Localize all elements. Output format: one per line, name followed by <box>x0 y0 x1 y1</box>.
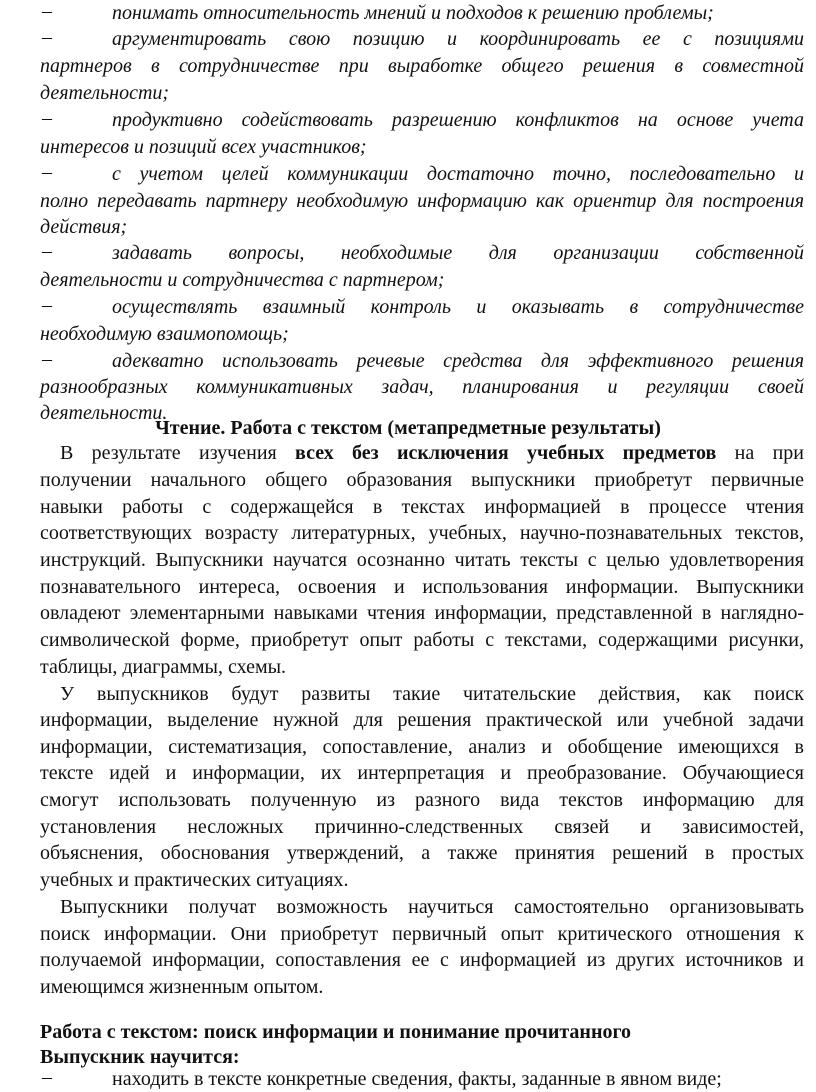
list-item-line: действия; <box>40 216 128 238</box>
section-heading: Чтение. Работа с текстом (метапредметные результаты) <box>155 417 661 439</box>
paragraph-line: смогут использовать полученную из разного вида текстов информацию для <box>40 789 804 811</box>
subheading: Работа с текстом: поиск информации и понимание прочитанного <box>40 1021 632 1043</box>
list-dash: – <box>42 240 52 262</box>
list-dash: – <box>42 294 52 316</box>
paragraph-line: тексте идей и информации, их интерпретация и преобразование. Обучающиеся <box>40 762 804 784</box>
list-item-line: партнеров в сотрудничестве при выработке общего решения в совместной <box>40 55 804 77</box>
list-item-line: деятельности и сотрудничества с партнером; <box>40 269 445 291</box>
paragraph-line: Выпускники получат возможность научиться самостоятельно организовывать <box>60 896 804 918</box>
list-item-line: деятельности; <box>40 82 170 104</box>
list-dash: – <box>42 0 52 22</box>
paragraph-line: овладеют элементарными навыками чтения информации, представленной в наглядно- <box>40 602 804 624</box>
paragraph-line: получаемой информации, сопоставления ее с информацией из других источников и <box>40 949 804 971</box>
paragraph-line: соответствующих возрасту литературных, учебных, научно-познавательных текстов, <box>40 522 804 544</box>
paragraph-line: установления несложных причинно-следственных связей и зависимостей, <box>40 816 804 838</box>
list-item-line: осуществлять взаимный контроль и оказывать в сотрудничестве <box>112 296 804 318</box>
paragraph-tail: на при <box>716 442 804 464</box>
paragraph-lead: В результате изучения <box>60 442 296 464</box>
paragraph-line: объяснения, обоснования утверждений, а также принятия решений в простых <box>40 842 804 864</box>
paragraph-line: учебных и практических ситуациях. <box>40 869 349 891</box>
list-item-line: разнообразных коммуникативных задач, планирования и регуляции своей <box>40 376 804 398</box>
paragraph-line: информации, выделение нужной для решения практической или учебной задачи <box>40 709 804 731</box>
list-item-line: полно передавать партнеру необходимую информацию как ориентир для построения <box>40 190 804 212</box>
paragraph-line: поиск информации. Они приобретут первичный опыт критического отношения к <box>40 923 804 945</box>
list-dash: – <box>42 348 52 370</box>
list-item-line: находить в тексте конкретные сведения, факты, заданные в явном виде; <box>112 1068 722 1090</box>
list-item-line: понимать относительность мнений и подходов к решению проблемы; <box>112 2 714 24</box>
list-item-line: продуктивно содействовать разрешению конфликтов на основе учета <box>112 109 804 131</box>
list-item-line: аргументировать свою позицию и координировать ее с позициями <box>112 28 804 50</box>
paragraph-line: познавательного интереса, освоения и использования информации. Выпускники <box>40 576 804 598</box>
list-item-line: с учетом целей коммуникации достаточно точно, последовательно и <box>112 163 804 185</box>
list-item-line: деятельности. <box>40 402 168 424</box>
paragraph-line: имеющимся жизненным опытом. <box>40 976 324 998</box>
emphasis-text: всех без исключения учебных предметов <box>295 442 717 464</box>
paragraph-line: У выпускников будут развиты такие читательские действия, как поиск <box>60 683 804 705</box>
paragraph-line: таблицы, диаграммы, схемы. <box>40 656 287 678</box>
paragraph-line <box>60 440 804 466</box>
paragraph-line: получении начального общего образования выпускники приобретут первичные <box>40 469 804 491</box>
learner-heading: Выпускник научится: <box>40 1046 240 1068</box>
paragraph-line: навыки работы с содержащейся в текстах информацией в процессе чтения <box>40 496 804 518</box>
list-item-line: необходимую взаимопомощь; <box>40 323 289 345</box>
list-item-line: адекватно использовать речевые средства для эффективного решения <box>112 350 804 372</box>
list-item-line: задавать вопросы, необходимые для организации собственной <box>112 242 804 264</box>
list-dash: – <box>42 161 52 183</box>
list-dash: – <box>42 26 52 48</box>
paragraph-line: информации, систематизация, сопоставление, анализ и обобщение имеющихся в <box>40 736 804 758</box>
list-item-line: интересов и позиций всех участников; <box>40 136 367 158</box>
paragraph-line: инструкций. Выпускники научатся осознанно читать тексты с целью удовлетворения <box>40 549 804 571</box>
list-dash: – <box>42 107 52 129</box>
list-dash: – <box>42 1066 52 1088</box>
paragraph-line: символической форме, приобретут опыт работы с текстами, содержащими рисунки, <box>40 629 804 651</box>
